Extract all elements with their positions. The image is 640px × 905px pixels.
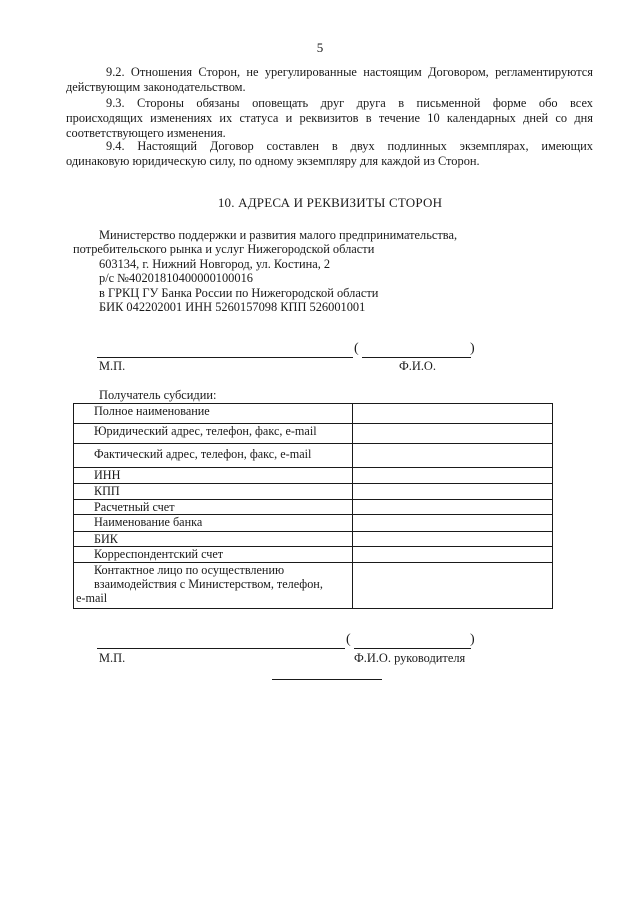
table-row: [74, 563, 553, 609]
row-value-field[interactable]: [353, 500, 553, 515]
row-value-field[interactable]: [353, 515, 553, 532]
row-label: КПП: [74, 484, 353, 500]
page-number: 5: [316, 40, 324, 55]
row-label: Юридический адрес, телефон, факс, e-mail: [74, 424, 353, 444]
table-row: [74, 547, 553, 563]
ministry-codes: БИК 042202001 ИНН 5260157098 КПП 526001001: [99, 300, 366, 314]
table-row: [74, 424, 553, 444]
row-label: Полное наименование: [74, 404, 353, 424]
fio-open-paren: (: [346, 632, 351, 647]
ministry-account: р/с №40201810400000100016: [99, 271, 253, 285]
paragraph-9-2: [66, 65, 593, 95]
paragraph-9-4: [66, 139, 593, 169]
recipient-heading: Получатель субсидии:: [99, 388, 217, 402]
row-value-field[interactable]: [353, 468, 553, 484]
ministry-bank: в ГРКЦ ГУ Банка России по Нижегородской области: [99, 286, 379, 300]
row-label-line: e-mail: [76, 591, 108, 605]
fio-open-paren: (: [354, 341, 359, 356]
row-value-field[interactable]: [353, 444, 553, 468]
row-label: [74, 563, 353, 609]
fio-line: [362, 357, 471, 358]
ministry-address: 603134, г. Нижний Новгород, ул. Костина, 2: [99, 257, 331, 271]
end-of-document-line: [272, 679, 382, 680]
row-label: ИНН: [74, 468, 353, 484]
table-row: [74, 404, 553, 424]
row-label: Фактический адрес, телефон, факс, e-mail: [74, 444, 353, 468]
table-row: [74, 468, 553, 484]
table-row: [74, 515, 553, 532]
row-label: Расчетный счет: [74, 500, 353, 515]
paragraph-line: 9.2. Отношения Сторон, не урегулированные настоящим Договором, регламентируются: [106, 65, 593, 79]
table-row: [74, 500, 553, 515]
ministry-name-continued: потребительского рынка и услуг Нижегородской области: [73, 242, 375, 256]
section-title: 10. АДРЕСА И РЕКВИЗИТЫ СТОРОН: [217, 195, 443, 210]
paragraph-line: происходящих изменениях их статуса и реквизитов в течение 10 календарных дней со дня: [66, 111, 593, 125]
paragraph-9-3: [66, 96, 593, 141]
paragraph-line: 9.3. Стороны обязаны оповещать друг друга в письменной форме обо всех: [106, 96, 593, 110]
paragraph-line: 9.4. Настоящий Договор составлен в двух подлинных экземплярах, имеющих: [106, 139, 593, 153]
stamp-label: М.П.: [99, 651, 126, 665]
row-value-field[interactable]: [353, 404, 553, 424]
fio-label: Ф.И.О.: [399, 359, 436, 373]
row-value-field[interactable]: [353, 563, 553, 609]
fio-label: Ф.И.О. руководителя: [354, 651, 466, 665]
table-row: [74, 444, 553, 468]
table-row: [74, 484, 553, 500]
row-label: Наименование банка: [74, 515, 353, 532]
fio-close-paren: ): [470, 341, 475, 356]
row-label-line: взаимодействия с Министерством, телефон,: [94, 577, 323, 591]
row-value-field[interactable]: [353, 484, 553, 500]
stamp-label: М.П.: [99, 359, 126, 373]
signature-line: [97, 357, 353, 358]
row-label: БИК: [74, 532, 353, 547]
paragraph-line: одинаковую юридическую силу, по одному экземпляру для каждой из Сторон.: [66, 154, 480, 168]
row-value-field[interactable]: [353, 547, 553, 563]
table-row: [74, 532, 553, 547]
recipient-requisites-table: [73, 403, 553, 609]
fio-line: [354, 648, 471, 649]
row-label: Корреспондентский счет: [74, 547, 353, 563]
fio-close-paren: ): [470, 632, 475, 647]
paragraph-line: действующим законодательством.: [66, 80, 246, 94]
paragraph-line: соответствующего изменения.: [66, 126, 226, 140]
ministry-name: Министерство поддержки и развития малого предпринимательства,: [99, 228, 458, 242]
signature-line: [97, 648, 345, 649]
row-value-field[interactable]: [353, 424, 553, 444]
row-value-field[interactable]: [353, 532, 553, 547]
row-label-line: Контактное лицо по осуществлению: [94, 563, 285, 577]
